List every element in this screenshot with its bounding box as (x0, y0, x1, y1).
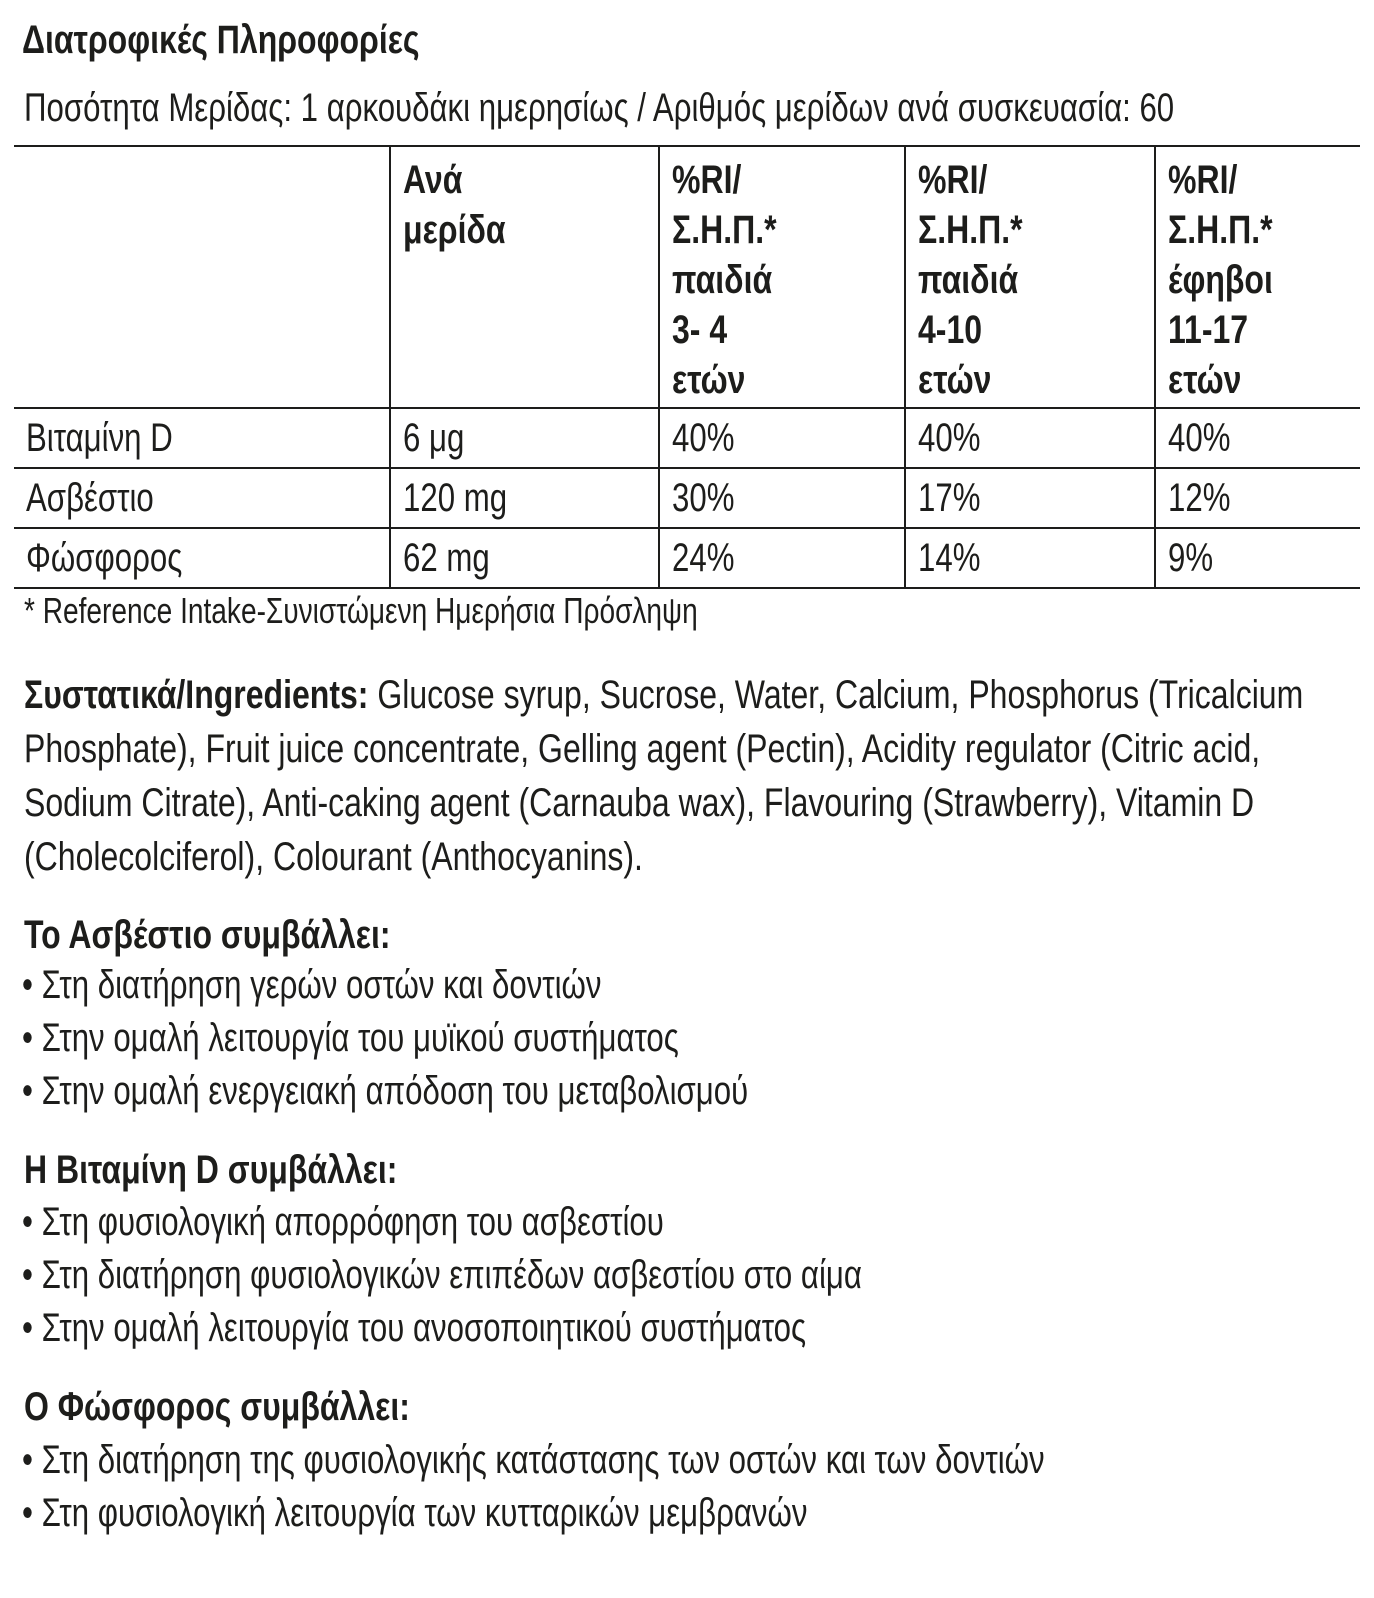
ingredients-label: Συστατικά/Ingredients: (24, 673, 369, 717)
table-cell: 24% (659, 528, 905, 588)
table-header-row (14, 146, 1360, 408)
table-row (14, 408, 1360, 468)
table-cell: 17% (905, 468, 1155, 528)
table-cell: 30% (659, 468, 905, 528)
header-cell-per-serving: Ανά μερίδα (390, 146, 659, 408)
table-row (14, 528, 1360, 588)
serving-info: Ποσότητα Μερίδας: 1 αρκουδάκι ημερησίως / Αριθμός μερίδων ανά συσκευασία: 60 (24, 86, 1175, 130)
vitamin-d-section-title: Η Βιταμίνη D συμβάλλει: (24, 1148, 398, 1192)
ingredients-paragraph (24, 668, 1336, 884)
table-cell: 40% (1155, 408, 1360, 468)
table-cell: 40% (905, 408, 1155, 468)
table-cell: 6 μg (390, 408, 659, 468)
list-item: • Στη διατήρηση γερών οστών και δοντιών (22, 963, 602, 1007)
table-row (14, 468, 1360, 528)
header-cell-ri-teens-11-17: %RI/ Σ.Η.Π.* έφηβοι 11-17 ετών (1155, 146, 1360, 408)
table-cell: 120 mg (390, 468, 659, 528)
list-item: • Στη διατήρηση φυσιολογικών επιπέδων ασβεστίου στο αίμα (22, 1253, 862, 1297)
list-item: • Στη φυσιολογική λειτουργία των κυτταρικών μεμβρανών (22, 1491, 808, 1535)
page-title: Διατροφικές Πληροφορίες (22, 18, 420, 62)
table-cell: 14% (905, 528, 1155, 588)
header-cell-ri-children-3-4: %RI/ Σ.Η.Π.* παιδιά 3- 4 ετών (659, 146, 905, 408)
phosphorus-section-title: Ο Φώσφορος συμβάλλει: (24, 1385, 410, 1429)
list-item: • Στην ομαλή ενεργειακή απόδοση του μεταβολισμού (22, 1069, 749, 1113)
list-item: • Στη διατήρηση της φυσιολογικής κατάστασης των οστών και των δοντιών (22, 1438, 1045, 1482)
list-item: • Στη φυσιολογική απορρόφηση του ασβεστίου (22, 1200, 664, 1244)
table-cell: 40% (659, 408, 905, 468)
header-cell-nutrient (14, 146, 390, 408)
list-item: • Στην ομαλή λειτουργία του ανοσοποιητικού συστήματος (22, 1306, 806, 1350)
table-cell: 9% (1155, 528, 1360, 588)
table-cell: 12% (1155, 468, 1360, 528)
calcium-section-title: Το Ασβέστιο συμβάλλει: (24, 913, 391, 957)
list-item: • Στην ομαλή λειτουργία του μυϊκού συστήματος (22, 1016, 679, 1060)
nutrition-table (14, 145, 1360, 589)
ingredients-text: Glucose syrup, Sucrose, Water, Calcium, Phosphorus (Tricalcium Phosphate), Fruit juice concentrate, Gelling agent (Pectin), Acidity regulator (Citric acid, Sodium Citrate), Anti-caking agent (Carnauba wax), Flavouring (Strawberry), Vitamin D (Cholecolciferol), Colourant (Anthocyanins). (24, 673, 1304, 879)
header-cell-ri-children-4-10: %RI/ Σ.Η.Π.* παιδιά 4-10 ετών (905, 146, 1155, 408)
footnote: * Reference Intake-Συνιστώμενη Ημερήσια Πρόσληψη (24, 590, 698, 631)
table-cell: Βιταμίνη D (14, 408, 390, 468)
table-cell: 62 mg (390, 528, 659, 588)
table-cell: Φώσφορος (14, 528, 390, 588)
table-cell: Ασβέστιο (14, 468, 390, 528)
